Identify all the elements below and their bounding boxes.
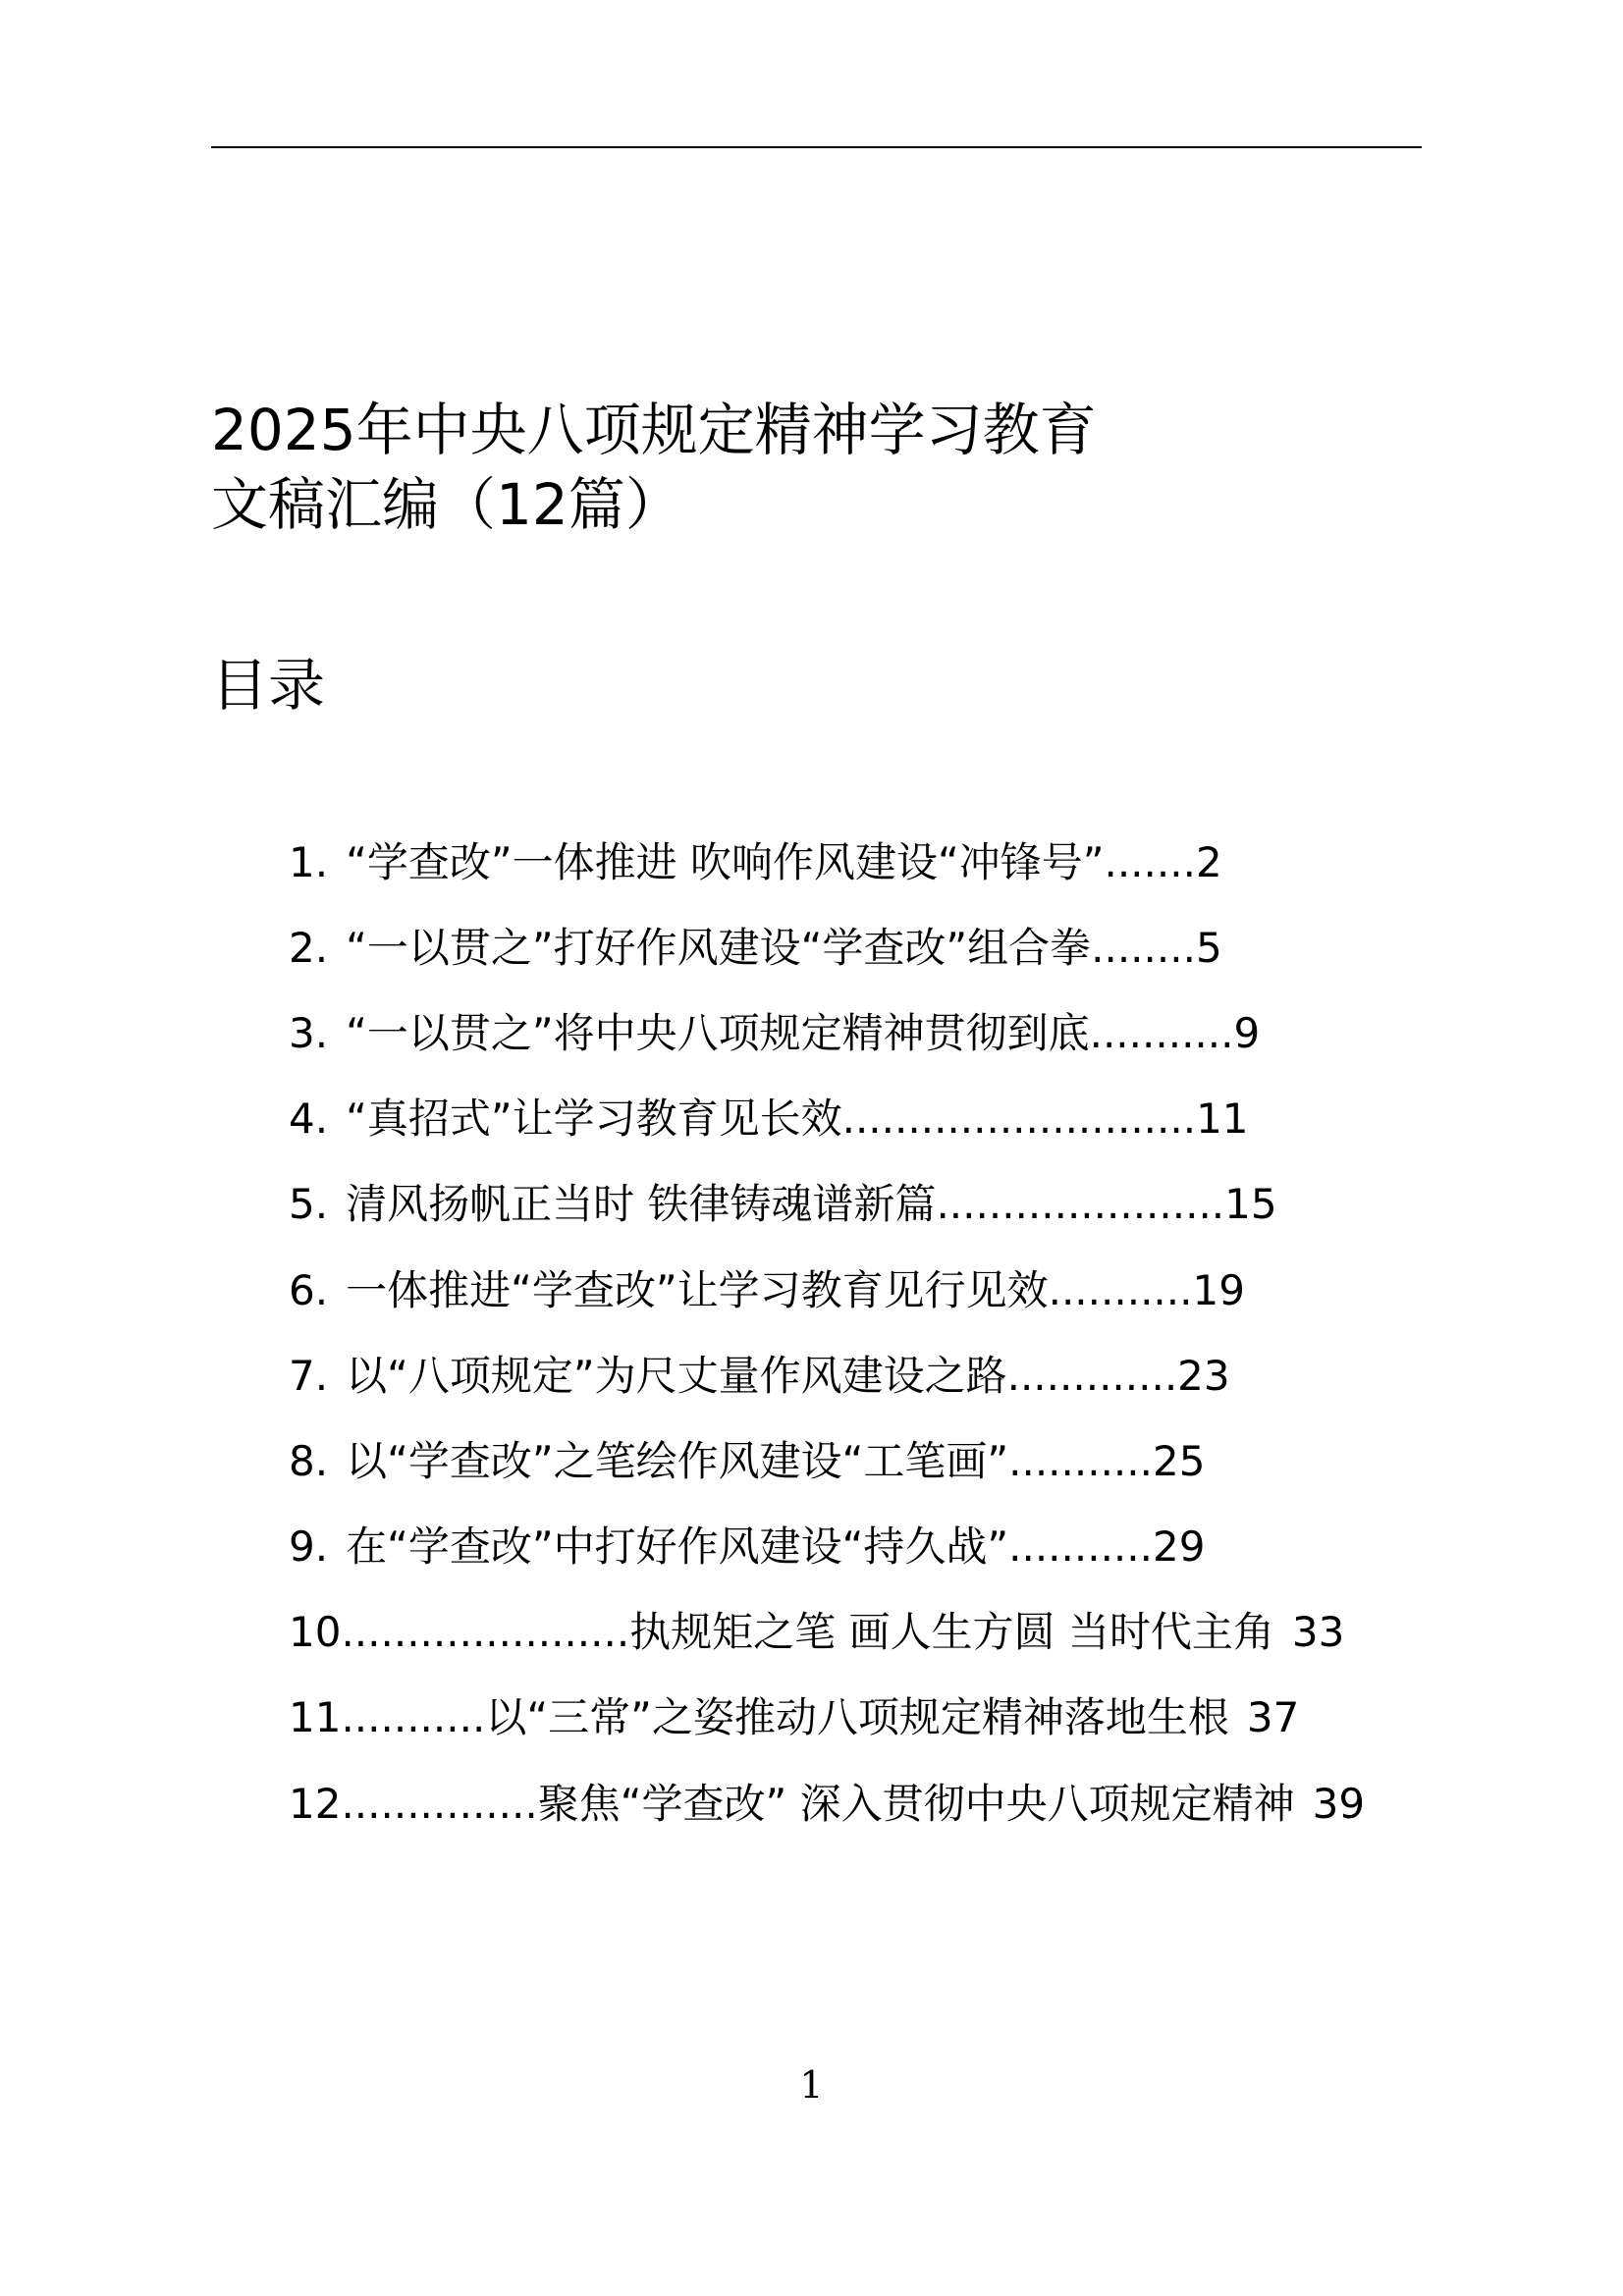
toc-entry[interactable] xyxy=(289,1761,1418,1846)
toc-entry-leader: ...................... xyxy=(341,1608,630,1657)
toc-entry-leader: ........ xyxy=(1091,923,1196,972)
toc-heading: 目录 xyxy=(211,652,326,719)
toc-entry-number: 4. xyxy=(289,1095,329,1144)
toc-entry-number: 12 xyxy=(289,1779,342,1828)
toc-entry-leader: ........... xyxy=(1008,1522,1153,1572)
toc-entry-leader: ....... xyxy=(1104,837,1196,886)
toc-entry-number: 5. xyxy=(289,1180,329,1229)
toc-entry-title: 在“学查改”中打好作风建设“持久战” xyxy=(346,1522,1009,1572)
toc-entry-title: 以“八项规定”为尺丈量作风建设之路 xyxy=(346,1351,1007,1400)
toc-entry-leader: ........... xyxy=(341,1693,486,1742)
toc-entry-number: 10 xyxy=(289,1608,342,1657)
toc-entry[interactable] xyxy=(289,990,1344,1076)
toc-entry-title: “真招式”让学习教育见长效 xyxy=(346,1095,842,1144)
toc-entry[interactable] xyxy=(289,820,1344,905)
toc-entry-page: 11 xyxy=(1196,1095,1249,1144)
toc-entry-title: 执规矩之笔 画人生方圆 当时代主角 xyxy=(629,1608,1274,1657)
toc-entry-number: 7. xyxy=(289,1351,329,1400)
toc-entry-page: 39 xyxy=(1312,1779,1366,1828)
toc-entry-page: 5 xyxy=(1195,923,1222,972)
toc-entry-title: “一以贯之”打好作风建设“学查改”组合拳 xyxy=(346,923,1092,972)
toc-entry-title: 以“三常”之姿推动八项规定精神落地生根 xyxy=(485,1693,1229,1742)
document-title-line-1: 2025年中央八项规定精神学习教育 xyxy=(211,397,1097,463)
header-rule xyxy=(211,146,1422,148)
toc-entry-leader: ........... xyxy=(1008,1436,1153,1485)
toc-entry-page: 25 xyxy=(1152,1436,1206,1485)
toc-entry-leader: ............... xyxy=(341,1779,538,1828)
toc-entry-leader: ............. xyxy=(1006,1351,1178,1400)
toc-entry-page: 37 xyxy=(1246,1693,1300,1742)
toc-entry[interactable] xyxy=(289,1248,1344,1333)
toc-entry-title: 聚焦“学查改” 深入贯彻中央八项规定精神 xyxy=(537,1779,1295,1828)
toc-entry[interactable] xyxy=(289,905,1344,990)
toc-entry-leader: ........... xyxy=(1048,1265,1193,1314)
toc-entry-page: 29 xyxy=(1152,1522,1206,1572)
toc-entry[interactable] xyxy=(289,1505,1344,1590)
toc-entry[interactable] xyxy=(289,1676,1418,1761)
toc-entry-number: 11 xyxy=(289,1693,342,1742)
toc-entry-title: “学查改”一体推进 吹响作风建设“冲锋号” xyxy=(346,837,1105,886)
toc-entry-title: 以“学查改”之笔绘作风建设“工笔画” xyxy=(346,1436,1009,1485)
toc-entry-page: 2 xyxy=(1195,837,1222,886)
table-of-contents xyxy=(289,820,1428,1846)
toc-entry-page: 19 xyxy=(1192,1265,1245,1314)
toc-entry-leader: ...................... xyxy=(936,1180,1225,1229)
toc-entry-page: 15 xyxy=(1224,1180,1277,1229)
toc-entry-leader: ........... xyxy=(1089,1008,1234,1057)
toc-entry[interactable] xyxy=(289,1162,1344,1248)
toc-entry-page: 23 xyxy=(1177,1351,1230,1400)
toc-entry-number: 6. xyxy=(289,1265,329,1314)
page-number: 1 xyxy=(799,2063,824,2107)
toc-entry-number: 8. xyxy=(289,1436,329,1485)
toc-entry-number: 9. xyxy=(289,1522,329,1572)
toc-entry-number: 1. xyxy=(289,837,329,886)
toc-entry-page: 33 xyxy=(1291,1608,1345,1657)
toc-entry[interactable] xyxy=(289,1333,1344,1418)
toc-entry[interactable] xyxy=(289,1590,1418,1676)
toc-entry-title: 清风扬帆正当时 铁律铸魂谱新篇 xyxy=(346,1180,937,1229)
toc-entry-number: 3. xyxy=(289,1008,329,1057)
document-title xyxy=(211,393,1429,542)
toc-entry[interactable] xyxy=(289,1418,1344,1504)
document-title-line-2: 文稿汇编（12篇） xyxy=(211,471,682,538)
toc-entry-number: 2. xyxy=(289,923,329,972)
toc-entry-title: 一体推进“学查改”让学习教育见行见效 xyxy=(346,1265,1049,1314)
toc-entry[interactable] xyxy=(289,1077,1344,1162)
toc-entry-leader: ........................... xyxy=(841,1095,1197,1144)
toc-entry-title: “一以贯之”将中央八项规定精神贯彻到底 xyxy=(346,1008,1090,1057)
toc-entry-page: 9 xyxy=(1233,1008,1261,1057)
